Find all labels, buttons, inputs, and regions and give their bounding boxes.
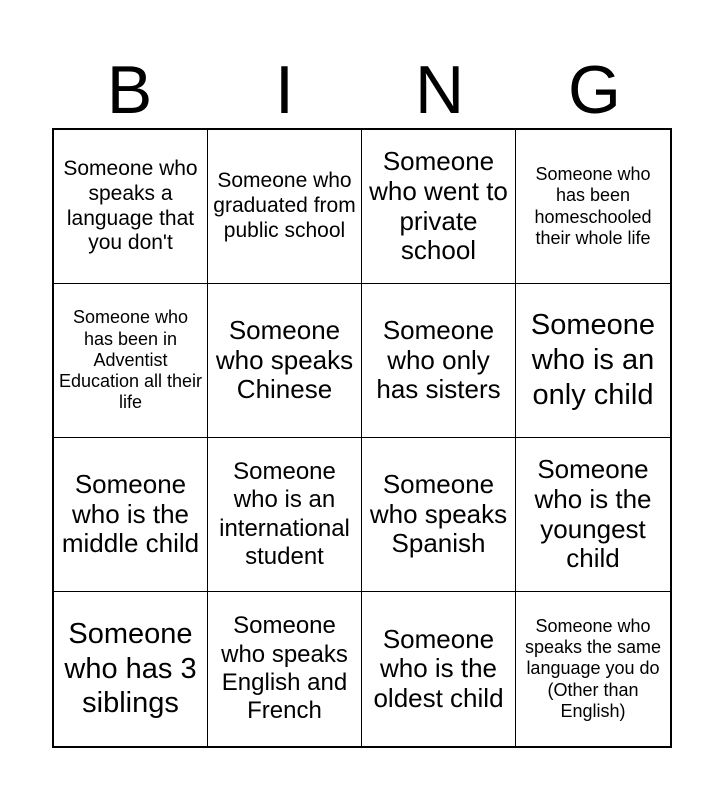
bingo-cell[interactable]: [516, 130, 670, 284]
header-letter-n: N: [414, 52, 465, 128]
header-letter-b: B: [106, 52, 153, 128]
bingo-cell-text: Someone who only has sisters: [376, 315, 501, 405]
header-letter-g: G: [568, 52, 621, 128]
bingo-cell[interactable]: [54, 284, 208, 438]
bingo-cell[interactable]: [516, 284, 670, 438]
bingo-cell[interactable]: [54, 130, 208, 284]
bingo-cell-text: Someone who went to private school: [369, 146, 508, 266]
bingo-cell[interactable]: [208, 130, 362, 284]
bingo-cell-text: Someone who speaks Spanish: [369, 469, 508, 559]
bingo-cell-text: Someone who speaks a language that you don't: [63, 156, 198, 255]
bingo-cell[interactable]: [516, 592, 670, 746]
bingo-cell-text: Someone who speaks the same language you do (Other than English): [524, 615, 662, 721]
bingo-cell[interactable]: [208, 438, 362, 592]
bingo-cell-text: Someone who is the oldest child: [373, 623, 504, 713]
bingo-cell-text: Someone who is the youngest child: [534, 454, 652, 574]
bingo-board: [52, 128, 672, 748]
bingo-cell[interactable]: [54, 438, 208, 592]
bingo-cell[interactable]: [208, 284, 362, 438]
bingo-cell[interactable]: [362, 284, 516, 438]
bingo-cell-text: Someone who speaks English and French: [221, 612, 348, 725]
bingo-cell-text: Someone who has been in Adventist Education all their life: [58, 307, 203, 413]
bingo-cell[interactable]: [208, 592, 362, 746]
bingo-cell-text: Someone who is the middle child: [61, 469, 200, 559]
bingo-cell-text: Someone who speaks Chinese: [215, 315, 354, 405]
bingo-cell[interactable]: [54, 592, 208, 746]
bingo-cell-text: Someone who has 3 siblings: [64, 617, 197, 720]
bingo-header: [52, 52, 672, 128]
bingo-cell[interactable]: [362, 438, 516, 592]
bingo-cell-text: Someone who has been homeschooled their whole life: [534, 164, 652, 248]
bingo-cell-text: Someone who is an international student: [219, 457, 350, 570]
bingo-cell-text: Someone who graduated from public school: [213, 169, 356, 242]
header-letter-i: I: [275, 52, 294, 128]
bingo-cell[interactable]: [362, 130, 516, 284]
bingo-cell-text: Someone who is an only child: [530, 309, 656, 411]
bingo-cell[interactable]: [362, 592, 516, 746]
bingo-cell[interactable]: [516, 438, 670, 592]
